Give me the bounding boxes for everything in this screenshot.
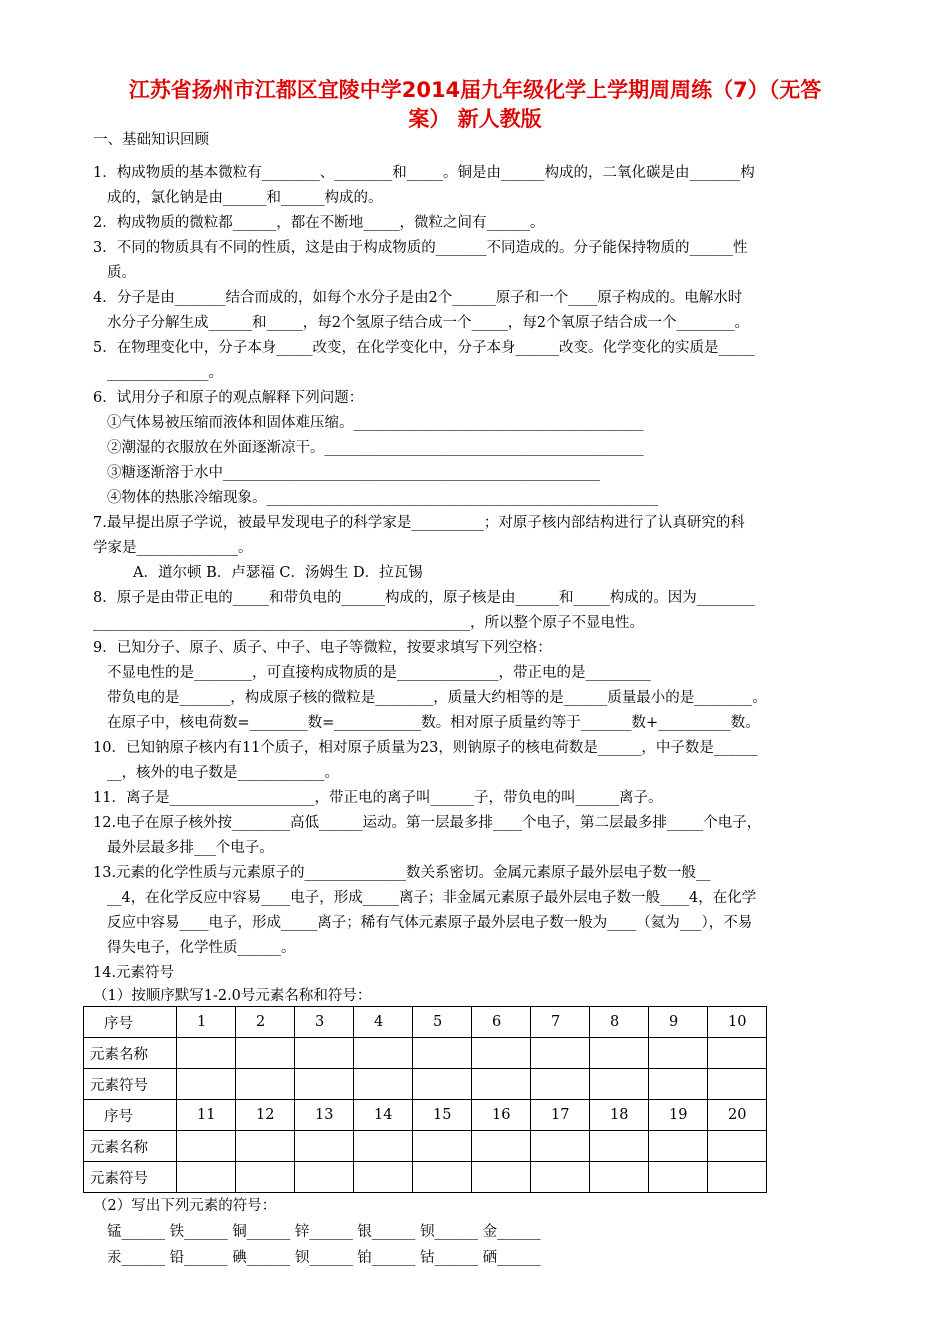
table-cell[interactable] <box>649 1069 708 1100</box>
table-row <box>84 1007 767 1038</box>
table-cell[interactable] <box>472 1069 531 1100</box>
table-cell: 14 <box>354 1100 413 1131</box>
table-row <box>84 1100 767 1131</box>
symbols-row-2: 汞______ 铅______ 碘______ 钡______ 铂______ 钴______ 硒______ <box>107 1250 541 1266</box>
question-8: 8．原子是由带正电的_____和带负电的______构成的，原子核是由______和_____构成的。因为________ <box>93 590 755 606</box>
row-label: 序号 <box>84 1100 177 1131</box>
table-cell[interactable] <box>531 1131 590 1162</box>
question-6-item-2: ②潮湿的衣服放在外面逐渐凉干。____________________________________________ <box>107 440 644 456</box>
question-14: 14.元素符号 <box>93 965 175 981</box>
table-cell[interactable] <box>708 1038 767 1069</box>
table-cell[interactable] <box>531 1038 590 1069</box>
table-cell: 13 <box>295 1100 354 1131</box>
question-9: 9．已知分子、原子、质子、中子、电子等微粒，按要求填写下列空格： <box>93 640 552 656</box>
question-13-line-4: 得失电子，化学性质______。 <box>107 940 296 956</box>
question-1-cont: 成的，氯化钠是由______和______构成的。 <box>107 190 383 206</box>
table-cell[interactable] <box>413 1162 472 1193</box>
question-8-cont: ____________________________________________________，所以整个原子不显电性。 <box>93 615 644 631</box>
table-cell: 15 <box>413 1100 472 1131</box>
element-table <box>83 1006 767 1193</box>
table-cell: 18 <box>590 1100 649 1131</box>
table-cell: 12 <box>236 1100 295 1131</box>
table-cell[interactable] <box>472 1162 531 1193</box>
question-14-part-2: （2）写出下列元素的符号： <box>93 1198 277 1214</box>
table-cell[interactable] <box>590 1069 649 1100</box>
question-1: 1．构成物质的基本微粒有________、________和_____。铜是由______构成的，二氧化碳是由_______构 <box>93 165 755 181</box>
question-2: 2．构成物质的微粒都______，都在不断地_____，微粒之间有______。 <box>93 215 545 231</box>
table-cell[interactable] <box>236 1162 295 1193</box>
question-7-options: A．道尔顿 B．卢瑟福 C．汤姆生 D．拉瓦锡 <box>133 565 423 581</box>
question-10: 10．已知钠原子核内有11个质子，相对原子质量为23，则钠原子的核电荷数是______，中子数是______ <box>93 740 758 756</box>
title-line-2: 案） 新人教版 <box>408 107 542 131</box>
table-cell[interactable] <box>649 1162 708 1193</box>
question-10-cont: __，核外的电子数是____________。 <box>107 765 339 781</box>
table-cell: 3 <box>295 1007 354 1038</box>
row-label: 元素名称 <box>84 1038 177 1069</box>
question-3-cont: 质。 <box>107 265 136 281</box>
question-14-part-1: （1）按顺序默写1-2.0号元素名称和符号： <box>93 988 372 1004</box>
question-11: 11．离子是____________________，带正电的离子叫______子，带负电的叫______离子。 <box>93 790 663 806</box>
table-cell[interactable] <box>177 1131 236 1162</box>
question-9-line-3: 在原子中，核电荷数=________数=____________数。相对原子质量约等于_______数+__________数。 <box>107 715 760 731</box>
table-cell: 8 <box>590 1007 649 1038</box>
question-13-line-3: 反应中容易____电子，形成_____离子；稀有气体元素原子最外层电子数一般为____（氦为___），不易 <box>107 915 753 931</box>
question-3: 3．不同的物质具有不同的性质，这是由于构成物质的_______不同造成的。分子能保持物质的______性 <box>93 240 748 256</box>
table-row <box>84 1131 767 1162</box>
question-4-cont: 水分子分解生成______和_____，每2个氢原子结合成一个_____，每2个氧原子结合成一个________。 <box>107 315 749 331</box>
question-5-cont: ______________。 <box>107 365 223 381</box>
table-cell[interactable] <box>472 1131 531 1162</box>
table-row <box>84 1038 767 1069</box>
row-label: 序号 <box>84 1007 177 1038</box>
symbols-row-1: 锰______ 铁______ 铜______ 锌______ 银______ 钡______ 金______ <box>107 1224 541 1240</box>
table-cell[interactable] <box>708 1131 767 1162</box>
question-12: 12.电子在原子核外按________高低______运动。第一层最多排____个电子，第二层最多排_____个电子， <box>93 815 762 831</box>
table-cell: 20 <box>708 1100 767 1131</box>
table-cell: 6 <box>472 1007 531 1038</box>
question-9-line-2: 带负电的是_______，构成原子核的微粒是________，质量大约相等的是______质量最小的是________。 <box>107 690 767 706</box>
question-4: 4．分子是由_______结合而成的，如每个水分子是由2个______原子和一个____原子构成的。电解水时 <box>93 290 743 306</box>
table-cell: 2 <box>236 1007 295 1038</box>
table-cell: 19 <box>649 1100 708 1131</box>
table-cell[interactable] <box>295 1131 354 1162</box>
table-cell[interactable] <box>295 1069 354 1100</box>
table-cell[interactable] <box>590 1131 649 1162</box>
table-cell: 1 <box>177 1007 236 1038</box>
table-cell[interactable] <box>236 1131 295 1162</box>
table-cell: 7 <box>531 1007 590 1038</box>
table-cell: 16 <box>472 1100 531 1131</box>
table-cell[interactable] <box>649 1038 708 1069</box>
title-line-1: 江苏省扬州市江都区宜陵中学2014届九年级化学上学期周周练（7）（无答 <box>128 78 822 102</box>
table-cell[interactable] <box>236 1069 295 1100</box>
table-cell[interactable] <box>177 1069 236 1100</box>
table-cell: 11 <box>177 1100 236 1131</box>
table-cell[interactable] <box>708 1162 767 1193</box>
question-7: 7.最早提出原子学说，被最早发现电子的科学家是__________；对原子核内部结构进行了认真研究的科 <box>93 515 745 531</box>
table-cell[interactable] <box>531 1069 590 1100</box>
table-cell[interactable] <box>531 1162 590 1193</box>
table-cell[interactable] <box>649 1131 708 1162</box>
row-label: 元素名称 <box>84 1131 177 1162</box>
question-6-item-1: ①气体易被压缩而液体和固体难压缩。________________________________________ <box>107 415 644 431</box>
table-cell: 9 <box>649 1007 708 1038</box>
table-cell[interactable] <box>354 1162 413 1193</box>
table-cell: 17 <box>531 1100 590 1131</box>
table-cell[interactable] <box>354 1131 413 1162</box>
table-cell[interactable] <box>236 1038 295 1069</box>
table-cell[interactable] <box>413 1069 472 1100</box>
question-7-cont: 学家是______________。 <box>93 540 253 556</box>
section-heading: 一、基础知识回顾 <box>93 132 209 148</box>
table-cell[interactable] <box>177 1038 236 1069</box>
table-cell: 5 <box>413 1007 472 1038</box>
question-6-item-3: ③糖逐渐溶于水中____________________________________________________ <box>107 465 600 481</box>
question-6-item-4: ④物体的热胀冷缩现象。______________________________________________________ <box>107 490 658 506</box>
table-cell: 4 <box>354 1007 413 1038</box>
document-title <box>90 76 860 134</box>
table-cell[interactable] <box>177 1162 236 1193</box>
question-12-cont: 最外层最多排___个电子。 <box>107 840 274 856</box>
table-cell[interactable] <box>354 1038 413 1069</box>
question-9-line-1: 不显电性的是________，可直接构成物质的是______________，带正电的是_________ <box>107 665 651 681</box>
question-13-line-2: __4，在化学反应中容易____电子，形成_____离子；非金属元素原子最外层电子数一般____4，在化学 <box>107 890 757 906</box>
table-cell[interactable] <box>472 1038 531 1069</box>
table-cell[interactable] <box>413 1038 472 1069</box>
table-row <box>84 1162 767 1193</box>
table-cell[interactable] <box>590 1162 649 1193</box>
row-label: 元素符号 <box>84 1162 177 1193</box>
question-6: 6．试用分子和原子的观点解释下列问题： <box>93 390 364 406</box>
table-cell: 10 <box>708 1007 767 1038</box>
table-cell[interactable] <box>413 1131 472 1162</box>
table-cell[interactable] <box>295 1162 354 1193</box>
table-cell[interactable] <box>354 1069 413 1100</box>
table-row <box>84 1069 767 1100</box>
table-cell[interactable] <box>590 1038 649 1069</box>
table-cell[interactable] <box>708 1069 767 1100</box>
question-13: 13.元素的化学性质与元素原子的______________数关系密切。金属元素原子最外层电子数一般__ <box>93 865 711 881</box>
table-cell[interactable] <box>295 1038 354 1069</box>
question-5: 5．在物理变化中，分子本身_____改变，在化学变化中，分子本身______改变。化学变化的实质是_____ <box>93 340 755 356</box>
row-label: 元素符号 <box>84 1069 177 1100</box>
